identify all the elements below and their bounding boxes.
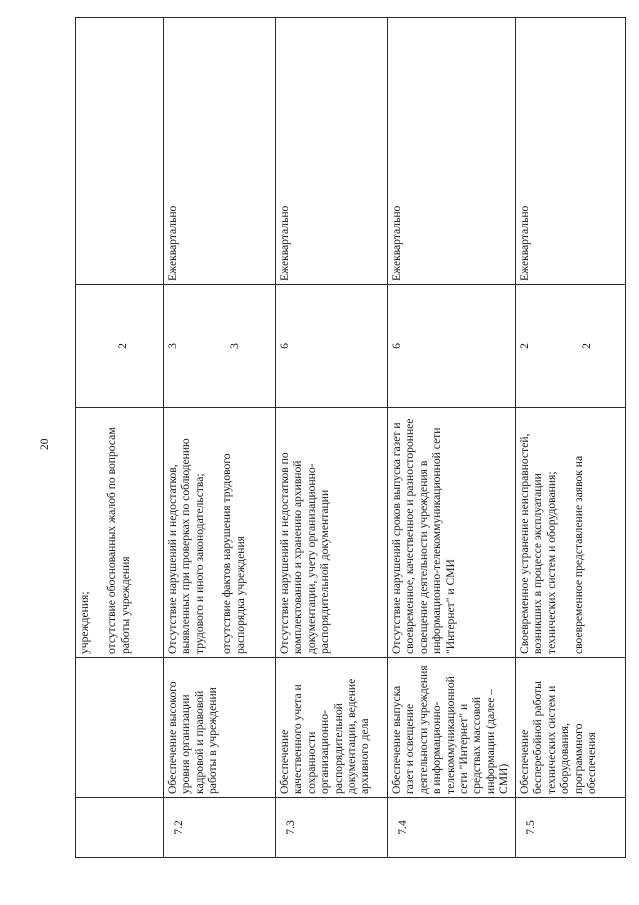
row-number: 7.2 [164, 798, 276, 858]
row-value [76, 285, 164, 408]
row-value [388, 285, 516, 408]
row-criteria [276, 408, 388, 658]
row-criteria [76, 408, 164, 658]
value-line: 6 [390, 343, 403, 349]
row-period: Ежеквартально [276, 18, 388, 285]
criteria-line: Отсутствие нарушений и недостатков по комплектованию и хранению архивной документации, учету организационно-распорядительной документации [278, 452, 332, 654]
table-row [388, 18, 516, 858]
criteria-line: Отсутствие нарушений и недостатков, выявленных при проверках по соблюдению трудового и иного законодательства; [166, 438, 206, 654]
row-name: Обеспечение выпуска газет и освещение деятельности учреждения в информационно-телекоммуникационной сети "Интернет" и средствах массовой информации (далее – СМИ) [388, 658, 516, 798]
row-number: 7.5 [516, 798, 626, 858]
value-line: 3 [228, 343, 241, 349]
row-criteria [164, 408, 276, 658]
row-period: Ежеквартально [388, 18, 516, 285]
table-row [164, 18, 276, 858]
criteria-line: Своевременное устранение неисправностей, возникших в процессе эксплуатации технических систем и оборудования; [518, 433, 558, 654]
table-row [516, 18, 626, 858]
value-line [78, 288, 116, 404]
row-name: Обеспечение качественного учета и сохранности организационно-распорядительной документации, ведение архивного дела [276, 658, 388, 798]
criteria-table [75, 17, 626, 858]
row-criteria [388, 408, 516, 658]
row-value [164, 285, 276, 408]
criteria-line: отсутствие обоснованных жалоб по вопросам работы учреждения [105, 427, 132, 654]
row-value [276, 285, 388, 408]
value-line: 3 [166, 343, 179, 349]
value-line: 2 [116, 343, 129, 349]
row-number: 7.3 [276, 798, 388, 858]
row-name: Обеспечение высокого уровня организации кадровой и правовой работы в учреждении [164, 658, 276, 798]
criteria-line: Отсутствие нарушений сроков выпуска газет и своевременное, качественное и разностороннее освещение деятельности учреждения в информационно-телекоммуникационной сети "Интернет" и СМИ [390, 418, 457, 654]
row-value [516, 285, 626, 408]
row-period: Ежеквартально [164, 18, 276, 285]
criteria-line: учреждения; [78, 591, 91, 654]
row-number: 7.4 [388, 798, 516, 858]
table-row [276, 18, 388, 858]
value-line: 2 [518, 343, 531, 349]
table-row [76, 18, 164, 858]
row-criteria [516, 408, 626, 658]
row-number [76, 798, 164, 858]
row-period [76, 18, 164, 285]
rotated-table-frame [75, 18, 625, 858]
row-name [76, 658, 164, 798]
value-line: 2 [580, 343, 593, 349]
row-name: Обеспечение бесперебойной работы технических систем и оборудования, программного обеспечения [516, 658, 626, 798]
row-period: Ежеквартально [516, 18, 626, 285]
page-number: 20 [39, 438, 51, 450]
value-line: 6 [278, 343, 291, 349]
criteria-line: своевременное представление заявок на [572, 455, 586, 654]
criteria-line: отсутствие фактов нарушения трудового распорядка учреждения [220, 453, 247, 654]
